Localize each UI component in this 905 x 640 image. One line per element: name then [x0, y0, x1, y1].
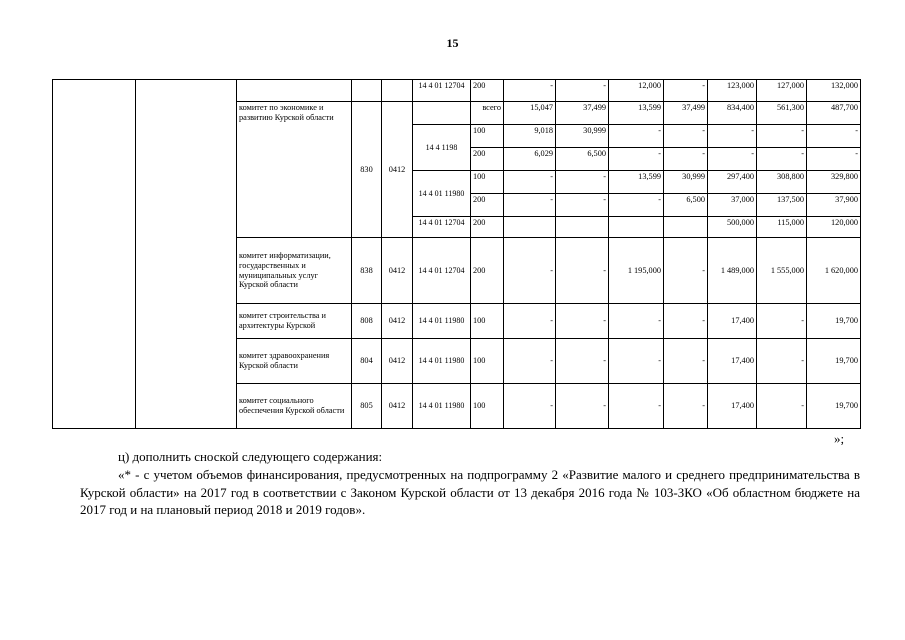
value-cell: -: [664, 148, 708, 171]
kcsr-cell: 14 4 01 12704: [413, 80, 471, 102]
blank-column-1: [53, 80, 136, 429]
table-row: [53, 80, 861, 102]
grbs-cell: 808: [352, 304, 382, 339]
value-cell: -: [609, 384, 664, 429]
value-cell: 17,400: [708, 304, 757, 339]
value-cell: 6,500: [664, 194, 708, 217]
kvr-cell: 200: [471, 238, 504, 304]
page-number: 15: [446, 36, 459, 50]
value-cell: -: [504, 80, 556, 102]
value-cell: -: [708, 148, 757, 171]
closing-quote: »;: [834, 431, 845, 446]
blank-column-2: [136, 80, 237, 429]
value-cell: 17,400: [708, 384, 757, 429]
kvr-cell: 100: [471, 384, 504, 429]
value-cell: -: [609, 125, 664, 148]
value-cell: 834,400: [708, 102, 757, 125]
kcsr-cell: 14 4 1198: [413, 125, 471, 171]
value-cell: 6,029: [504, 148, 556, 171]
value-cell: 561,300: [757, 102, 807, 125]
value-cell: -: [664, 80, 708, 102]
value-cell: -: [664, 238, 708, 304]
value-cell: 123,000: [708, 80, 757, 102]
value-cell: 487,700: [807, 102, 861, 125]
kcsr-cell: 14 4 01 12704: [413, 217, 471, 238]
kcsr-cell: 14 4 01 12704: [413, 238, 471, 304]
empty-cell: [352, 80, 382, 102]
value-cell: 19,700: [807, 339, 861, 384]
value-cell: 137,500: [757, 194, 807, 217]
value-cell: 30,999: [556, 125, 609, 148]
value-cell: 1 620,000: [807, 238, 861, 304]
value-cell: -: [504, 384, 556, 429]
value-cell: 13,599: [609, 102, 664, 125]
value-cell: -: [757, 384, 807, 429]
value-cell: -: [807, 125, 861, 148]
value-cell: 297,400: [708, 171, 757, 194]
value-cell: 500,000: [708, 217, 757, 238]
value-cell: -: [556, 339, 609, 384]
rz-cell: 0412: [382, 384, 413, 429]
value-cell: -: [609, 148, 664, 171]
empty-cell: [382, 80, 413, 102]
value-cell: 115,000: [757, 217, 807, 238]
value-cell: 13,599: [609, 171, 664, 194]
value-cell: -: [556, 304, 609, 339]
value-cell: 37,900: [807, 194, 861, 217]
kcsr-cell: 14 4 01 11980: [413, 171, 471, 217]
kcsr-cell: 14 4 01 11980: [413, 384, 471, 429]
value-cell: 329,800: [807, 171, 861, 194]
kvr-cell: 100: [471, 304, 504, 339]
kcsr-cell: 14 4 01 11980: [413, 339, 471, 384]
budget-table: [52, 79, 861, 429]
value-cell: -: [664, 384, 708, 429]
kvr-cell: 200: [471, 148, 504, 171]
value-cell: -: [757, 339, 807, 384]
value-cell: 120,000: [807, 217, 861, 238]
kvr-cell: 200: [471, 80, 504, 102]
value-cell: -: [708, 125, 757, 148]
rz-cell: 0412: [382, 339, 413, 384]
value-cell: 12,000: [609, 80, 664, 102]
value-cell: -: [504, 339, 556, 384]
kvr-cell: 100: [471, 171, 504, 194]
recipient-name: комитет по экономике и развитию Курской области: [237, 102, 352, 238]
grbs-cell: 804: [352, 339, 382, 384]
recipient-name: комитет информатизации, государственных и муниципальных услуг Курской области: [237, 238, 352, 304]
value-cell: [609, 217, 664, 238]
kvr-cell: 100: [471, 125, 504, 148]
kvr-cell: 100: [471, 339, 504, 384]
value-cell: 37,499: [556, 102, 609, 125]
recipient-name: комитет здравоохранения Курской области: [237, 339, 352, 384]
value-cell: -: [757, 125, 807, 148]
value-cell: -: [556, 238, 609, 304]
value-cell: 37,499: [664, 102, 708, 125]
value-cell: 30,999: [664, 171, 708, 194]
value-cell: [664, 217, 708, 238]
value-cell: [556, 217, 609, 238]
value-cell: -: [504, 171, 556, 194]
value-cell: -: [504, 304, 556, 339]
value-cell: -: [609, 194, 664, 217]
kcsr-cell: 14 4 01 11980: [413, 304, 471, 339]
value-cell: [504, 217, 556, 238]
value-cell: -: [609, 304, 664, 339]
value-cell: 6,500: [556, 148, 609, 171]
value-cell: -: [609, 339, 664, 384]
value-cell: 1 195,000: [609, 238, 664, 304]
grbs-cell: 838: [352, 238, 382, 304]
value-cell: 15,047: [504, 102, 556, 125]
kvr-cell: 200: [471, 194, 504, 217]
value-cell: -: [664, 339, 708, 384]
recipient-name: комитет строительства и архитектуры Курской: [237, 304, 352, 339]
value-cell: 17,400: [708, 339, 757, 384]
rz-cell: 0412: [382, 304, 413, 339]
value-cell: -: [757, 148, 807, 171]
empty-cell: [237, 80, 352, 102]
recipient-name: комитет социального обеспечения Курской области: [237, 384, 352, 429]
value-cell: 19,700: [807, 384, 861, 429]
value-cell: 1 555,000: [757, 238, 807, 304]
value-cell: 132,000: [807, 80, 861, 102]
grbs-cell: 805: [352, 384, 382, 429]
value-cell: 37,000: [708, 194, 757, 217]
value-cell: 19,700: [807, 304, 861, 339]
value-cell: -: [807, 148, 861, 171]
value-cell: 9,018: [504, 125, 556, 148]
value-cell: 308,800: [757, 171, 807, 194]
value-cell: -: [556, 80, 609, 102]
value-cell: -: [664, 125, 708, 148]
value-cell: 127,000: [757, 80, 807, 102]
total-label: всего: [471, 102, 504, 125]
value-cell: 1 489,000: [708, 238, 757, 304]
value-cell: -: [757, 304, 807, 339]
value-cell: -: [664, 304, 708, 339]
rz-cell: 0412: [382, 102, 413, 238]
grbs-cell: 830: [352, 102, 382, 238]
empty-cell: [413, 102, 471, 125]
value-cell: -: [556, 384, 609, 429]
rz-cell: 0412: [382, 238, 413, 304]
kvr-cell: 200: [471, 217, 504, 238]
value-cell: -: [556, 194, 609, 217]
footnote-paragraph: «* - с учетом объемов финансирования, предусмотренных на подпрограмму 2 «Развитие малого и среднего предпринимательства в Курской области» на 2017 год в соответствии с Законом Курской области от 13 декабря 2016 года № 103-ЗКО «Об областном бюджете на 2017 год и на плановый период 2018 и 2019 годов».: [80, 467, 860, 517]
value-cell: -: [504, 238, 556, 304]
value-cell: -: [504, 194, 556, 217]
value-cell: -: [556, 171, 609, 194]
footnote-instruction: ц) дополнить сноской следующего содержания:: [118, 449, 383, 464]
